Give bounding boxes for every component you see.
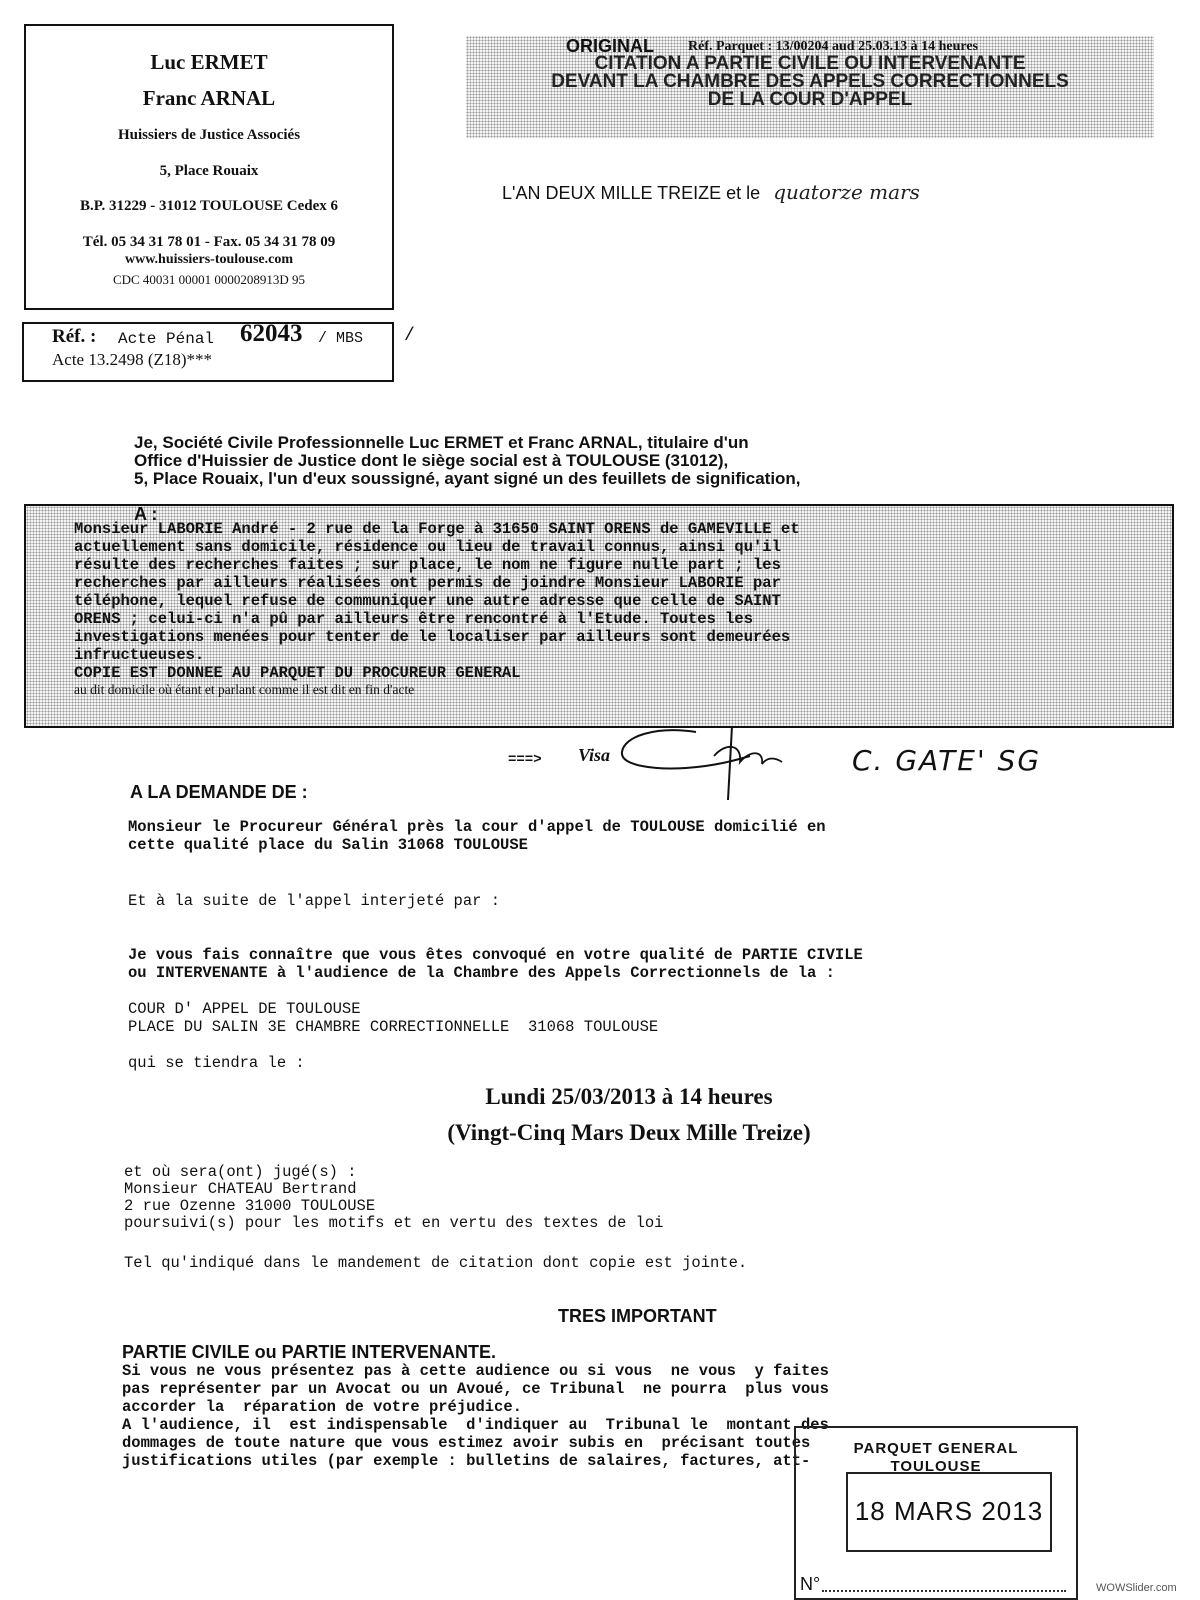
judged-line: poursuivi(s) pour les motifs et en vertu des textes de loi xyxy=(124,1214,664,1232)
recipient-line: ORENS ; celui-ci n'a pû par ailleurs être rencontré à l'Etude. Toutes les xyxy=(74,610,754,628)
recipient-line: investigations menées pour tenter de le localiser par ailleurs sont demeurées xyxy=(74,628,791,646)
important-line: pas représenter par un Avocat ou un Avoué, ce Tribunal ne pourra plus vous xyxy=(122,1380,829,1398)
demande-line: cette qualité place du Salin 31068 TOULOUSE xyxy=(128,836,528,854)
judged-line: et où sera(ont) jugé(s) : xyxy=(124,1163,357,1181)
reference-box xyxy=(22,322,394,382)
judged-line: 2 rue Ozenne 31000 TOULOUSE xyxy=(124,1197,376,1215)
signature-text: C. GATE' SG xyxy=(852,744,1042,777)
important-line: accorder la réparation de votre préjudice. xyxy=(122,1398,522,1416)
bailiff-name-2: Franc ARNAL xyxy=(142,86,276,110)
date-line-printed: L'AN DEUX MILLE TREIZE et le xyxy=(502,183,761,203)
stamp-title-1: PARQUET GENERAL xyxy=(853,1440,1019,1457)
recipient-footer: au dit domicile où étant et parlant comme il est dit en fin d'acte xyxy=(74,682,415,697)
recipient-line: recherches par ailleurs réalisées ont permis de joindre Monsieur LABORIE par xyxy=(74,574,781,592)
important-subheading: PARTIE CIVILE ou PARTIE INTERVENANTE. xyxy=(122,1342,497,1362)
intro-line: Je, Société Civile Professionnelle Luc ERMET et Franc ARNAL, titulaire d'un xyxy=(134,433,749,452)
parquet-reference: Réf. Parquet : 13/00204 aud 25.03.13 à 14 heures xyxy=(688,39,978,54)
court-line: PLACE DU SALIN 3E CHAMBRE CORRECTIONNELLE 31068 TOULOUSE xyxy=(128,1018,659,1036)
original-label: ORIGINAL xyxy=(566,36,654,56)
court-line: COUR D' APPEL DE TOULOUSE xyxy=(128,1000,361,1018)
ref-number: 62043 xyxy=(240,320,303,347)
watermark: WOWSlider.com xyxy=(1096,1582,1177,1594)
date-line-handwritten: quatorze mars xyxy=(773,180,920,204)
ref-label: Réf. : xyxy=(52,326,97,347)
recipient-line: téléphone, lequel refuse de communiquer une autre adresse que celle de SAINT xyxy=(74,592,781,610)
bailiff-postal: B.P. 31229 - 31012 TOULOUSE Cedex 6 xyxy=(79,198,339,214)
appel-line: Et à la suite de l'appel interjeté par : xyxy=(128,892,501,910)
bailiff-cdc: CDC 40031 00001 0000208913D 95 xyxy=(112,272,306,287)
intro-line: 5, Place Rouaix, l'un d'eux soussigné, ayant signé un des feuillets de signification, xyxy=(134,469,801,488)
stamp-date-box xyxy=(846,1472,1052,1552)
judged-block xyxy=(124,1164,664,1232)
title-line-2: DEVANT LA CHAMBRE DES APPELS CORRECTIONNELS xyxy=(551,71,1069,92)
important-line: Si vous ne vous présentez pas à cette audience ou si vous ne vous y faites xyxy=(122,1362,829,1380)
tel-line: Tel qu'indiqué dans le mandement de citation dont copie est jointe. xyxy=(124,1254,748,1272)
convocation-line: ou INTERVENANTE à l'audience de la Chambre des Appels Correctionnels de la : xyxy=(128,964,835,982)
bailiff-website: www.huissiers-toulouse.com xyxy=(124,252,293,267)
bailiff-name-1: Luc ERMET xyxy=(150,50,268,74)
document-title-box xyxy=(466,36,1154,138)
ref-acte-line: Acte 13.2498 (Z18)*** xyxy=(52,350,213,369)
recipient-line: résulte des recherches faites ; sur place, le nom ne figure nulle part ; les xyxy=(74,556,781,574)
recipient-line: COPIE EST DONNEE AU PARQUET DU PROCUREUR GENERAL xyxy=(74,664,521,682)
tiendra-line: qui se tiendra le : xyxy=(128,1054,305,1072)
intro-line: Office d'Huissier de Justice dont le siège social est à TOULOUSE (31012), xyxy=(134,451,729,470)
judged-line: Monsieur CHATEAU Bertrand xyxy=(124,1180,357,1198)
hearing-date-words: (Vingt-Cinq Mars Deux Mille Treize) xyxy=(447,1120,811,1145)
convocation-text xyxy=(128,946,863,982)
recipient-line: Monsieur LABORIE André - 2 rue de la Forge à 31650 SAINT ORENS de GAMEVILLE et xyxy=(74,520,800,538)
stamp-title-2: TOULOUSE xyxy=(890,1458,982,1475)
title-line-1: CITATION A PARTIE CIVILE OU INTERVENANTE xyxy=(594,53,1026,74)
demande-text xyxy=(128,818,826,854)
bailiff-street: 5, Place Rouaix xyxy=(159,163,259,179)
demande-heading: A LA DEMANDE DE : xyxy=(130,782,308,802)
important-text xyxy=(122,1362,829,1470)
important-line: A l'audience, il est indispensable d'indiquer au Tribunal le montant des xyxy=(122,1416,829,1434)
stamp-number-label: N° xyxy=(800,1574,821,1594)
demande-line: Monsieur le Procureur Général près la cour d'appel de TOULOUSE domicilié en xyxy=(128,818,826,836)
important-heading: TRES IMPORTANT xyxy=(558,1306,717,1326)
visa-arrow: ===> xyxy=(508,752,542,768)
date-line xyxy=(502,180,920,204)
stamp-date: 18 MARS 2013 xyxy=(854,1496,1044,1526)
bailiff-phone: Tél. 05 34 31 78 01 - Fax. 05 34 31 78 09 xyxy=(82,234,336,250)
hearing-date: Lundi 25/03/2013 à 14 heures xyxy=(485,1084,773,1109)
bailiff-role: Huissiers de Justice Associés xyxy=(117,127,301,143)
stamp-number-line xyxy=(822,1590,1066,1592)
title-line-3: DE LA COUR D'APPEL xyxy=(707,89,913,110)
court-address xyxy=(128,1000,658,1036)
ref-suffix: / MBS xyxy=(318,330,364,347)
intro-paragraph xyxy=(134,434,801,488)
recipient-label: A : xyxy=(134,504,158,524)
letterhead-box xyxy=(24,24,394,310)
visa-label: Visa xyxy=(578,745,611,765)
recipient-text xyxy=(74,520,800,682)
recipient-line: actuellement sans domicile, résidence ou lieu de travail connus, ainsi qu'il xyxy=(74,538,781,556)
ref-slash: / xyxy=(404,326,415,346)
convocation-line: Je vous fais connaître que vous êtes convoqué en votre qualité de PARTIE CIVILE xyxy=(128,946,863,964)
important-line: dommages de toute nature que vous estimez avoir subis en précisant toutes xyxy=(122,1434,811,1452)
recipient-box xyxy=(24,504,1174,728)
ref-acte-type: Acte Pénal xyxy=(118,330,215,348)
important-line: justifications utiles (par exemple : bulletins de salaires, factures, att- xyxy=(122,1452,811,1470)
signature-scribble xyxy=(616,726,786,806)
recipient-line: infructueuses. xyxy=(74,646,205,664)
